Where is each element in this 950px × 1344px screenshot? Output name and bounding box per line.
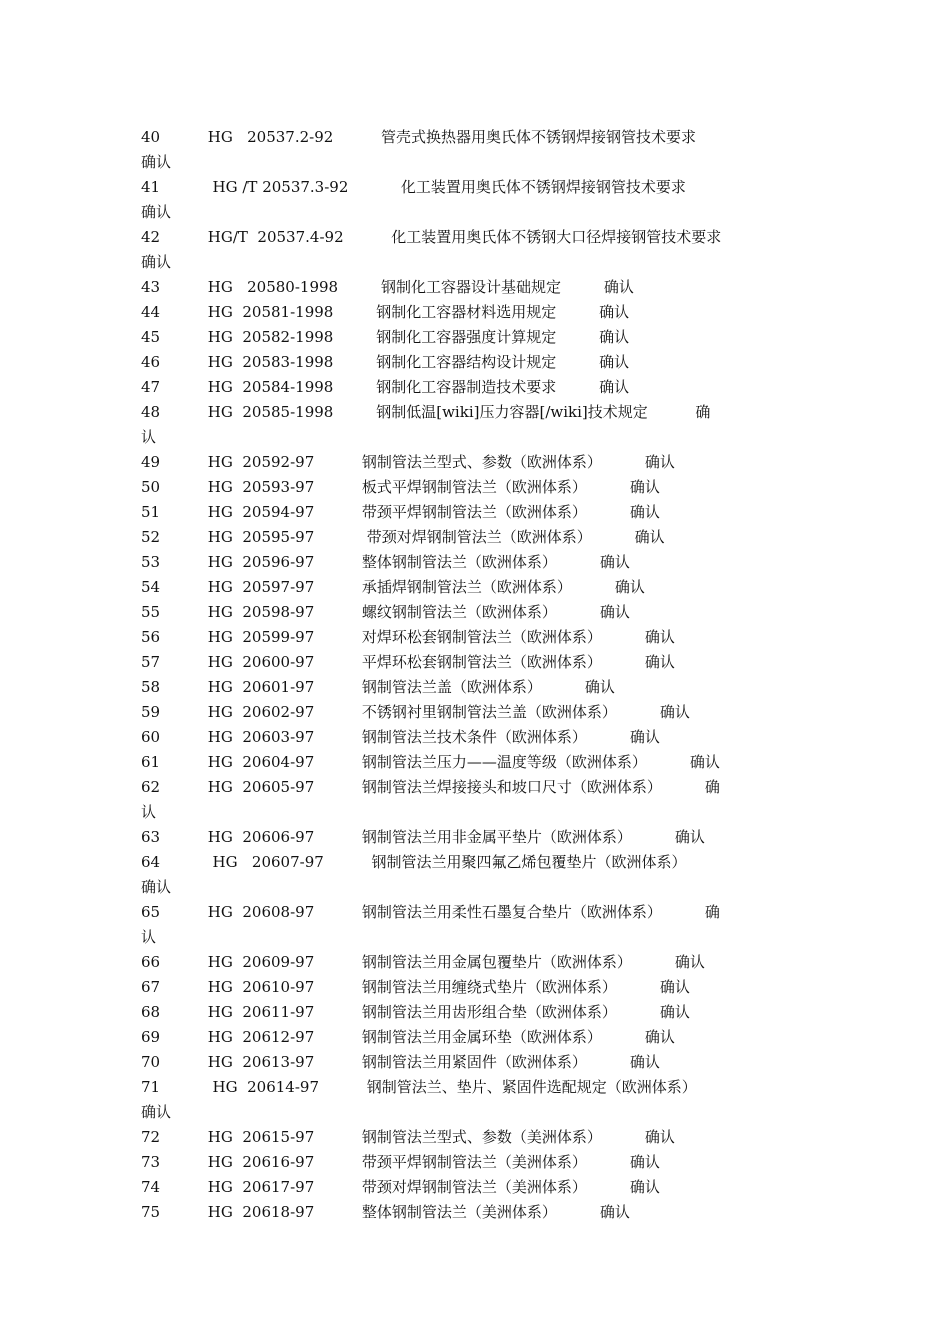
text-line: 43 HG 20580-1998 钢制化工容器设计基础规定 确认 [141, 278, 634, 296]
text-line: 66 HG 20609-97 钢制管法兰用金属包覆垫片（欧洲体系） 确认 [141, 953, 705, 971]
text-line: 42 HG/T 20537.4-92 化工装置用奥氏体不锈钢大口径焊接钢管技术要求 [141, 228, 722, 246]
text-line: 53 HG 20596-97 整体钢制管法兰（欧洲体系） 确认 [141, 553, 630, 571]
text-line: 52 HG 20595-97 带颈对焊钢制管法兰（欧洲体系） 确认 [141, 528, 665, 546]
text-line: 68 HG 20611-97 钢制管法兰用齿形组合垫（欧洲体系） 确认 [141, 1003, 690, 1021]
text-line: 56 HG 20599-97 对焊环松套钢制管法兰（欧洲体系） 确认 [141, 628, 675, 646]
text-line: 认 [141, 803, 157, 821]
text-line: 74 HG 20617-97 带颈对焊钢制管法兰（美洲体系） 确认 [141, 1178, 660, 1196]
text-line: 59 HG 20602-97 不锈钢衬里钢制管法兰盖（欧洲体系） 确认 [141, 703, 690, 721]
text-line: 55 HG 20598-97 螺纹钢制管法兰（欧洲体系） 确认 [141, 603, 630, 621]
text-line: 40 HG 20537.2-92 管壳式换热器用奥氏体不锈钢焊接钢管技术要求 [141, 128, 697, 146]
text-line: 确认 [141, 878, 172, 896]
text-line: 69 HG 20612-97 钢制管法兰用金属环垫（欧洲体系） 确认 [141, 1028, 675, 1046]
text-line: 75 HG 20618-97 整体钢制管法兰（美洲体系） 确认 [141, 1203, 630, 1221]
text-line: 63 HG 20606-97 钢制管法兰用非金属平垫片（欧洲体系） 确认 [141, 828, 705, 846]
text-line: 46 HG 20583-1998 钢制化工容器结构设计规定 确认 [141, 353, 630, 371]
text-line: 确认 [141, 253, 172, 271]
text-line: 45 HG 20582-1998 钢制化工容器强度计算规定 确认 [141, 328, 630, 346]
text-line: 70 HG 20613-97 钢制管法兰用紧固件（欧洲体系） 确认 [141, 1053, 660, 1071]
text-line: 54 HG 20597-97 承插焊钢制管法兰（欧洲体系） 确认 [141, 578, 645, 596]
text-line: 44 HG 20581-1998 钢制化工容器材料选用规定 确认 [141, 303, 630, 321]
text-line: 57 HG 20600-97 平焊环松套钢制管法兰（欧洲体系） 确认 [141, 653, 675, 671]
text-line: 50 HG 20593-97 板式平焊钢制管法兰（欧洲体系） 确认 [141, 478, 660, 496]
text-line: 65 HG 20608-97 钢制管法兰用柔性石墨复合垫片（欧洲体系） 确 [141, 903, 720, 921]
text-line: 48 HG 20585-1998 钢制低温[wiki]压力容器[/wiki]技术规定 确 [141, 403, 711, 421]
text-line: 72 HG 20615-97 钢制管法兰型式、参数（美洲体系） 确认 [141, 1128, 675, 1146]
text-line: 73 HG 20616-97 带颈平焊钢制管法兰（美洲体系） 确认 [141, 1153, 660, 1171]
text-line: 67 HG 20610-97 钢制管法兰用缠绕式垫片（欧洲体系） 确认 [141, 978, 690, 996]
text-line: 49 HG 20592-97 钢制管法兰型式、参数（欧洲体系） 确认 [141, 453, 675, 471]
text-line: 62 HG 20605-97 钢制管法兰焊接接头和坡口尺寸（欧洲体系） 确 [141, 778, 720, 796]
text-line: 确认 [141, 203, 172, 221]
text-line: 71 HG 20614-97 钢制管法兰、垫片、紧固件选配规定（欧洲体系） [141, 1078, 697, 1096]
text-line: 60 HG 20603-97 钢制管法兰技术条件（欧洲体系） 确认 [141, 728, 660, 746]
text-line: 64 HG 20607-97 钢制管法兰用聚四氟乙烯包覆垫片（欧洲体系） [141, 853, 687, 871]
text-line: 47 HG 20584-1998 钢制化工容器制造技术要求 确认 [141, 378, 630, 396]
text-line: 确认 [141, 1103, 172, 1121]
text-line: 认 [141, 428, 157, 446]
text-line: 61 HG 20604-97 钢制管法兰压力——温度等级（欧洲体系） 确认 [141, 753, 720, 771]
text-line: 58 HG 20601-97 钢制管法兰盖（欧洲体系） 确认 [141, 678, 615, 696]
text-line: 51 HG 20594-97 带颈平焊钢制管法兰（欧洲体系） 确认 [141, 503, 660, 521]
text-line: 认 [141, 928, 157, 946]
text-line: 确认 [141, 153, 172, 171]
text-line: 41 HG /T 20537.3-92 化工装置用奥氏体不锈钢焊接钢管技术要求 [141, 178, 686, 196]
